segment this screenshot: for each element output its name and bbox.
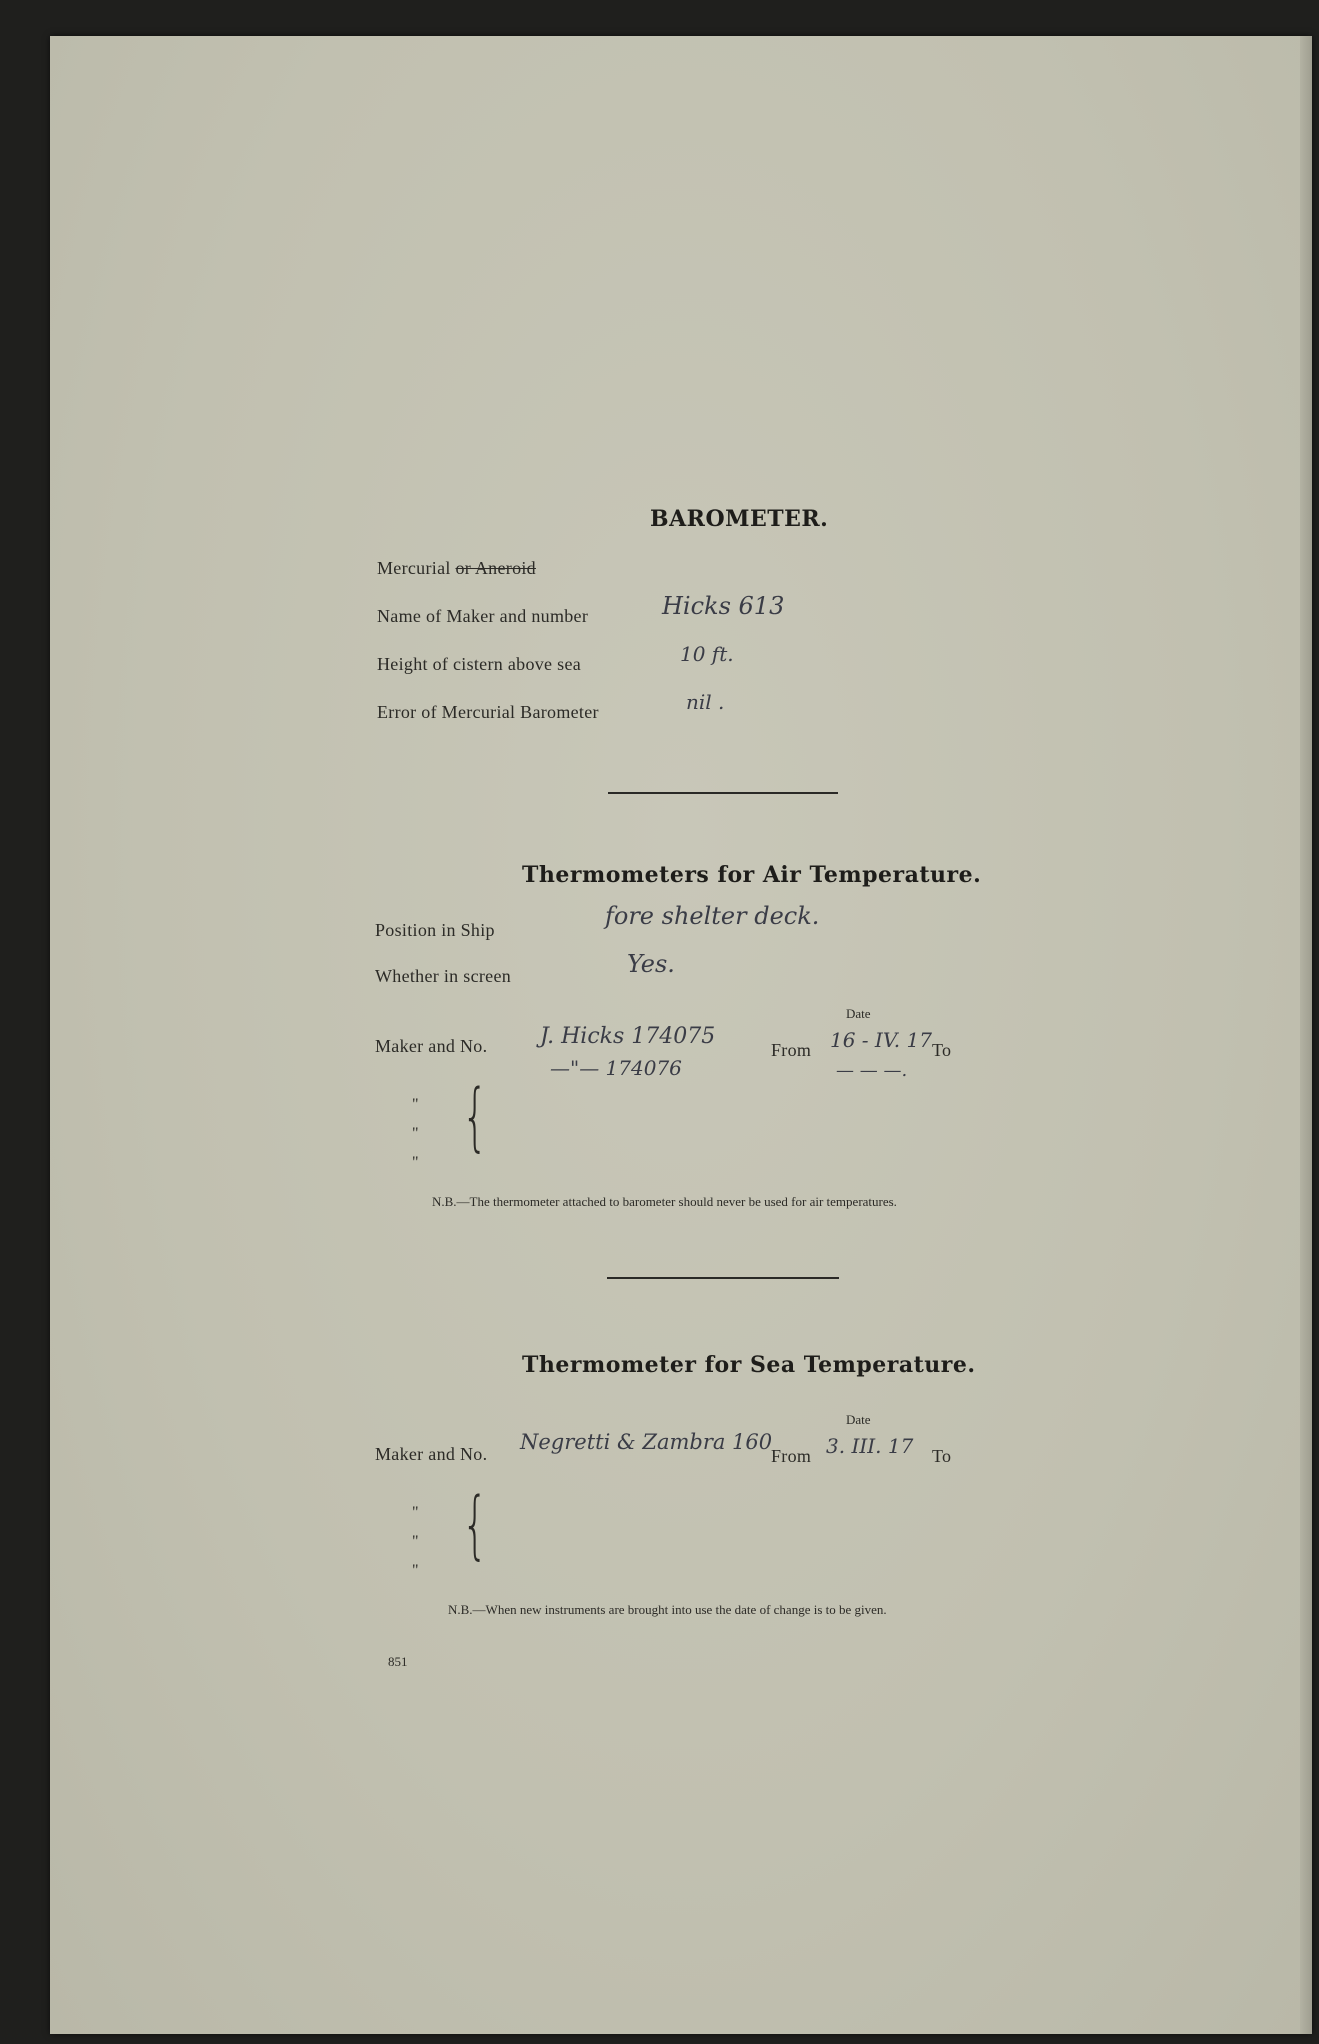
air-to-label: To — [932, 1040, 952, 1060]
barometer-type-mercurial: Mercurial — [377, 558, 451, 578]
barometer-height-value: 10 ft. — [680, 642, 734, 666]
air-position-value: fore shelter deck. — [605, 902, 820, 930]
air-maker-label: Maker and No. — [375, 1036, 488, 1056]
air-screen-label: Whether in screen — [375, 966, 512, 986]
sea-ditto-column — [412, 1498, 419, 1585]
form-number: 851 — [388, 1654, 408, 1669]
air-from-label: From — [771, 1040, 812, 1060]
sea-ditto-mark: " — [412, 1562, 419, 1579]
barometer-title: BAROMETER. — [650, 506, 829, 532]
air-ditto-mark: " — [412, 1125, 419, 1142]
barometer-type-label — [377, 558, 536, 579]
sea-from-value: 3. III. 17 — [826, 1434, 914, 1458]
barometer-height-label: Height of cistern above sea — [377, 654, 582, 674]
sea-maker-value: Negretti & Zambra 160 — [520, 1430, 773, 1454]
sea-note: N.B.—When new instruments are brought into use the date of change is to be given. — [448, 1602, 887, 1617]
sea-ditto-mark: " — [412, 1533, 419, 1550]
document-page — [50, 36, 1312, 2034]
barometer-type-aneroid-struck: or Aneroid — [455, 558, 536, 578]
section-divider — [607, 1277, 839, 1279]
air-ditto-mark: " — [412, 1096, 419, 1113]
section-divider — [608, 792, 838, 794]
barometer-error-label: Error of Mercurial Barometer — [377, 702, 599, 722]
air-brace: { — [462, 1074, 488, 1160]
air-maker-value-2: —"— 174076 — [550, 1056, 682, 1080]
air-from-value-1: 16 - IV. 17 — [830, 1028, 932, 1052]
page-edge — [1300, 36, 1312, 2034]
air-ditto-column — [412, 1090, 419, 1177]
sea-from-label: From — [771, 1446, 812, 1466]
air-position-label: Position in Ship — [375, 920, 495, 940]
sea-maker-label: Maker and No. — [375, 1444, 488, 1464]
barometer-maker-value: Hicks 613 — [662, 592, 785, 620]
sea-ditto-mark: " — [412, 1504, 419, 1521]
sea-brace: { — [462, 1482, 488, 1568]
air-note: N.B.—The thermometer attached to barometer should never be used for air temperatures. — [432, 1194, 897, 1209]
barometer-maker-label: Name of Maker and number — [377, 606, 589, 626]
air-from-value-2: — — —. — [836, 1060, 908, 1081]
air-screen-value: Yes. — [627, 950, 675, 978]
air-date-header: Date — [846, 1006, 871, 1021]
barometer-error-value: nil . — [686, 690, 725, 714]
air-thermometers-title: Thermometers for Air Temperature. — [522, 862, 982, 888]
sea-to-label: To — [932, 1446, 952, 1466]
air-maker-value-1: J. Hicks 174075 — [540, 1024, 716, 1049]
air-ditto-mark: " — [412, 1154, 419, 1171]
sea-thermometer-title: Thermometer for Sea Temperature. — [522, 1352, 976, 1378]
sea-date-header: Date — [846, 1412, 871, 1427]
